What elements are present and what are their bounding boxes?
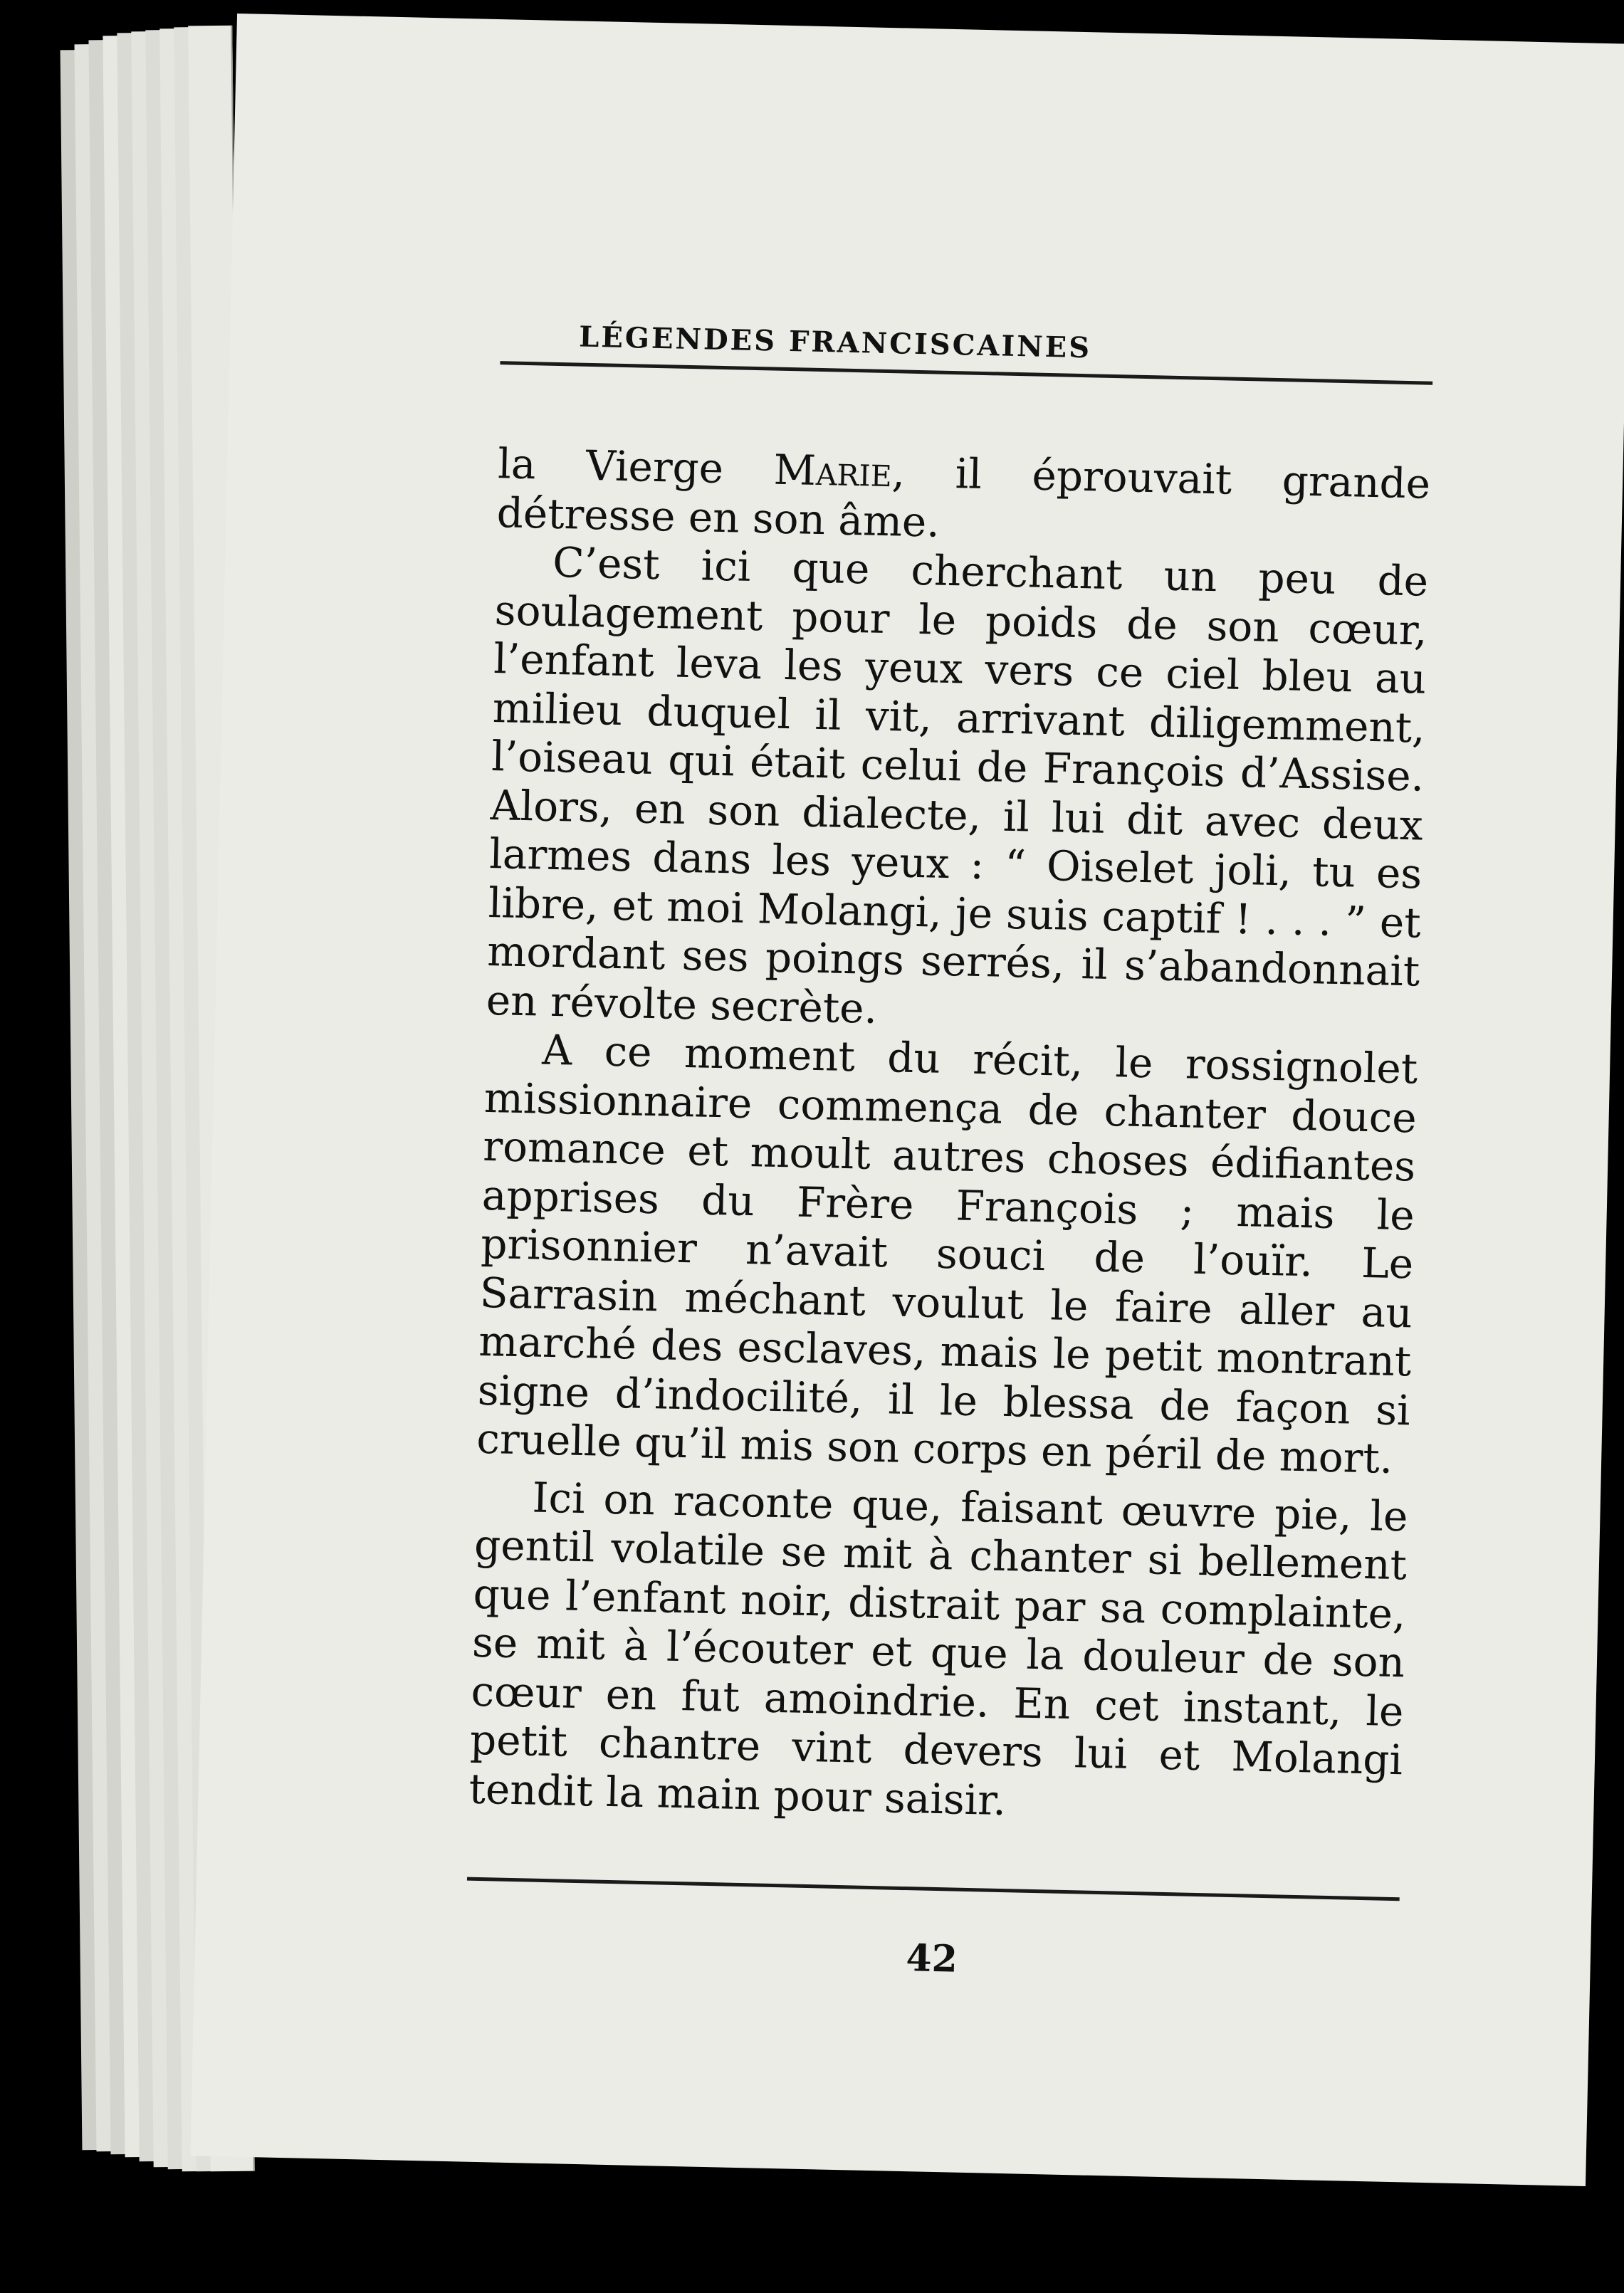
- proper-name-marie: Marie: [772, 445, 893, 497]
- book-page: [190, 14, 1624, 2186]
- paragraph-1-end: , il éprouvait grande détresse en son âme.: [496, 448, 1431, 547]
- footer-rule: [467, 1877, 1400, 1901]
- header-rule: [500, 361, 1432, 385]
- page-number: 42: [905, 1936, 958, 1981]
- paragraph-2: C’est ici que cherchant un peu de soulagement pour le poids de son cœur, l’enfant leva les yeux vers ce ciel bleu au milieu duquel il vit, arrivant diligemment, l’oiseau qui était celui de François d’Assise. Alors, en son dialecte, il lui dit avec deux larmes dans les yeux : “ Oiselet joli, tu es libre, et moi Molangi, je suis captif ! . . . ” et mordant ses poings serrés, il s’abandonnait en révolte secrète.: [486, 537, 1429, 1033]
- paragraph-4: Ici on raconte que, faisant œuvre pie, le gentil volatile se mit à chanter si bellement que l’enfant noir, distrait par sa complainte, se mit à l’écouter et que la douleur de son cœur en fut amoindrie. En cet instant, le petit chantre vint devers lui et Molangi tendit la main pour saisir.: [468, 1473, 1409, 1825]
- paragraph-3: A ce moment du récit, le rossignolet missionnaire commença de chanter douce romance et moult autres choses édifiantes apprises du Frère François ; mais le prisonnier n’avait souci de l’ouïr. Le Sarrasin méchant voulut le faire aller au marché des esclaves, mais le petit montrant signe d’indocilité, il le blessa de façon si cruelle qu’il mis son corps en péril de mort.: [476, 1025, 1418, 1483]
- paragraph-1-start: la Vierge: [497, 439, 775, 494]
- body-text: [468, 439, 1431, 1833]
- running-title: LÉGENDES FRANCISCAINES: [578, 320, 1092, 365]
